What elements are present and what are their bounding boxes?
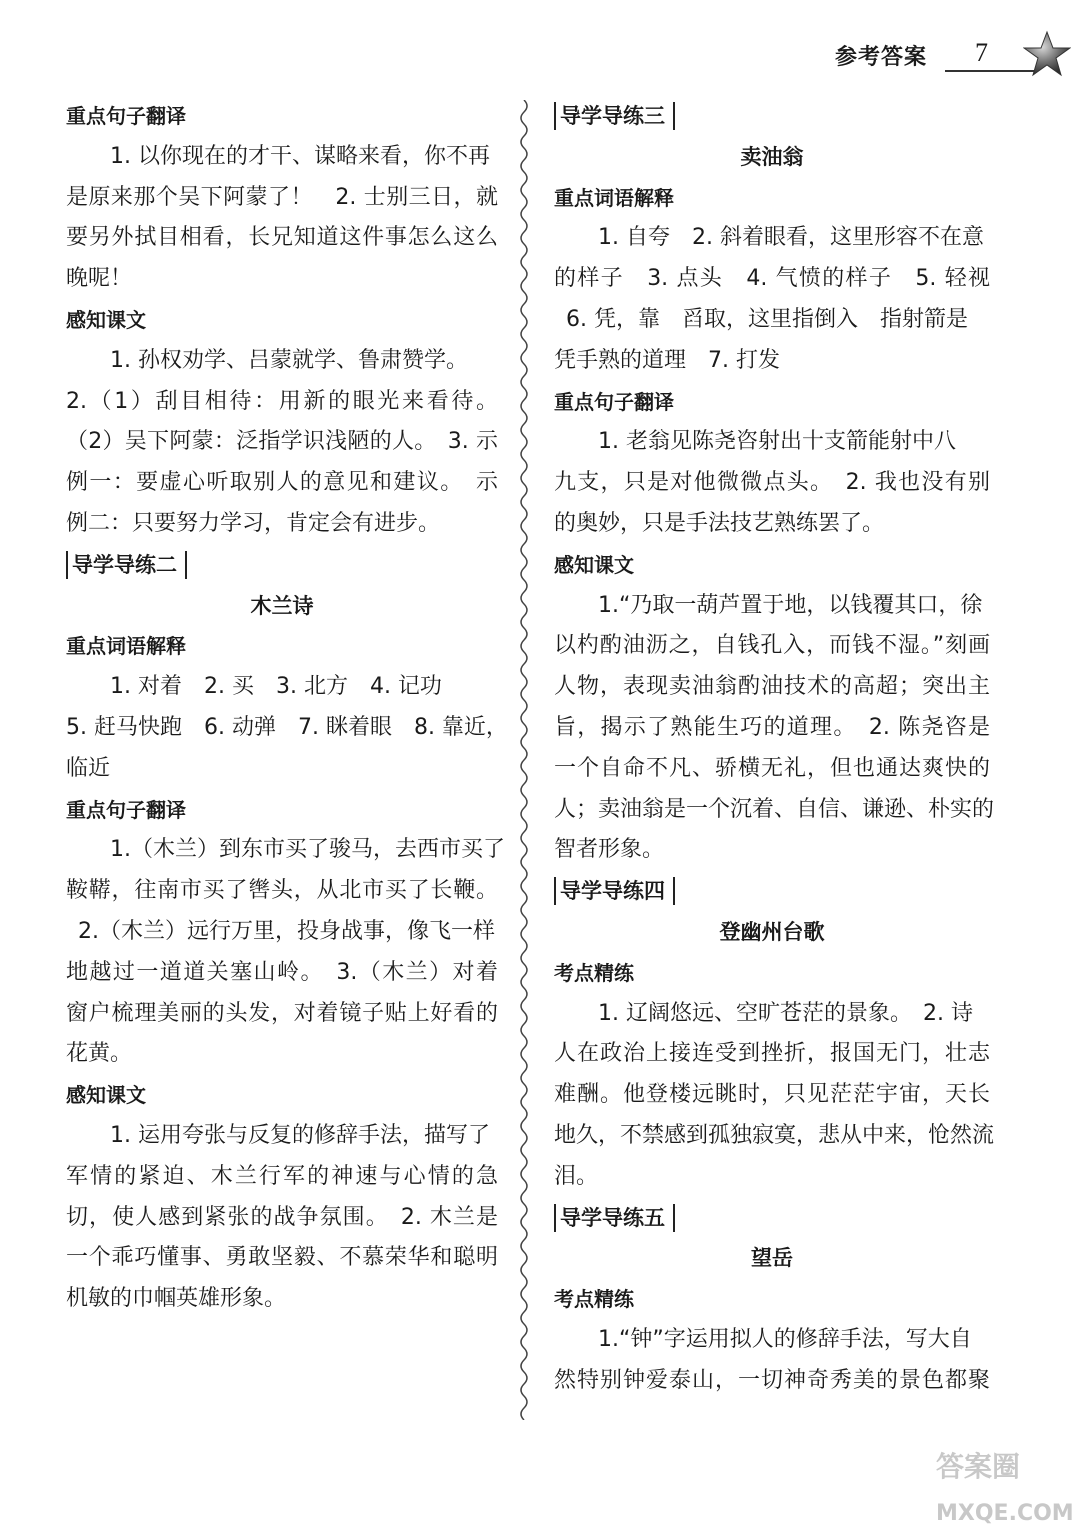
lesson-title: 登幽州台歌 — [719, 919, 825, 944]
text-line: 九支，只是对他微微点头。 2. 我也没有别 — [554, 470, 990, 496]
subheading: 感知课文 — [554, 552, 634, 577]
text-line: 2.（1）刮目相待：用新的眼光来看待。 — [66, 388, 498, 414]
text-line: 2.（木兰）远行万里，投身战事，像飞一样 — [78, 918, 495, 944]
header-title: 参考答案 — [835, 45, 928, 70]
text-line: 泪。 — [554, 1163, 599, 1189]
text-line: 1. 以你现在的才干、谋略来看，你不再 — [110, 143, 490, 169]
text-line: 例二：只要努力学习，肯定会有进步。 — [66, 510, 441, 536]
section-heading-label: 导学导练三 — [554, 102, 675, 130]
lesson-title: 卖油翁 — [740, 144, 804, 169]
watermark-logo — [930, 1440, 1080, 1530]
section-heading — [66, 545, 498, 586]
subheading: 重点词语解释 — [66, 634, 186, 659]
text-line: 6. 凭，靠 舀取，这里指倒入 指射箭是 — [566, 306, 968, 332]
text-line: 智者形象。 — [554, 837, 665, 863]
star-icon — [1023, 30, 1071, 78]
text-line: 机敏的巾帼英雄形象。 — [66, 1286, 287, 1312]
subheading: 考点精练 — [554, 1287, 634, 1312]
text-line: 1. 对着 2. 买 3. 北方 4. 记功 — [110, 674, 442, 700]
text-line: 一个乖巧懂事、勇敢坚毅、不慕荣华和聪明 — [66, 1245, 498, 1271]
text-line: 人；卖油翁是一个沉着、自信、谦逊、朴实的 — [554, 796, 995, 822]
text-line: 1. 老翁见陈尧咨射出十支箭能射中八 — [598, 429, 956, 455]
text-line: 地久，不禁感到孤独寂寞，悲从中来，怆然流 — [554, 1122, 995, 1148]
text-line: 要另外拭目相看，长兄知道这件事怎么这么 — [66, 225, 498, 251]
left-column — [66, 96, 508, 1320]
text-line: 例一：要虚心听取别人的意见和建议。 示 — [66, 470, 498, 496]
text-line: （2）吴下阿蒙：泛指学识浅陋的人。 3. 示 — [66, 429, 498, 455]
header-rule — [945, 70, 1035, 72]
text-line: 军情的紧迫、木兰行军的神速与心情的急 — [66, 1163, 498, 1189]
text-line: 1.“钟”字运用拟人的修辞手法，写大自 — [598, 1326, 972, 1352]
text-line: 切，使人感到紧张的战争氛围。 2. 木兰是 — [66, 1204, 498, 1230]
text-line: 人在政治上接连受到挫折，报国无门，壮志 — [554, 1041, 990, 1067]
text-line: 难酬。他登楼远眺时，只见茫茫宇宙，天长 — [554, 1082, 990, 1108]
text-line: 的样子 3. 点头 4. 气愤的样子 5. 轻视 — [554, 266, 990, 292]
lesson-title: 望岳 — [751, 1246, 793, 1271]
text-line: 临近 — [66, 755, 111, 781]
section-heading — [554, 1198, 990, 1239]
section-heading-label: 导学导练五 — [554, 1204, 675, 1232]
section-heading-label: 导学导练二 — [66, 551, 187, 579]
text-line: 一个自命不凡、骄横无礼，但也通达爽快的 — [554, 755, 990, 781]
text-line: 1. 自夸 2. 斜着眼看，这里形容不在意 — [598, 225, 984, 251]
subheading: 重点句子翻译 — [66, 797, 186, 822]
subheading: 重点词语解释 — [554, 185, 674, 210]
watermark-domain: MXQE.COM — [936, 1501, 1074, 1526]
page-number: 7 — [975, 38, 988, 67]
text-line: 鞍鞯，往南市买了辔头，从北市买了长鞭。 — [66, 878, 498, 904]
text-line: 1. 辽阔悠远、空旷苍茫的景象。 2. 诗 — [598, 1000, 973, 1026]
section-heading — [554, 96, 990, 137]
text-line: 5. 赶马快跑 6. 动弹 7. 眯着眼 8. 靠近， — [66, 714, 508, 740]
lesson-title: 木兰诗 — [250, 593, 314, 618]
text-line: 人物，表现卖油翁酌油技术的高超；突出主 — [554, 674, 990, 700]
right-column — [554, 96, 995, 1402]
subheading: 重点句子翻译 — [554, 389, 674, 414]
text-line: 晚呢！ — [66, 266, 133, 292]
text-line: 花黄。 — [66, 1041, 133, 1067]
subheading: 感知课文 — [66, 307, 146, 332]
text-line: 1.（木兰）到东市买了骏马，去西市买了 — [110, 837, 505, 863]
text-line: 旨，揭示了熟能生巧的道理。 2. 陈尧咨是 — [554, 714, 990, 740]
wavy-divider — [512, 100, 536, 1420]
text-line: 凭手熟的道理 7. 打发 — [554, 347, 780, 373]
text-line: 窗户梳理美丽的头发，对着镜子贴上好看的 — [66, 1000, 498, 1026]
text-line: 1. 孙权劝学、吕蒙就学、鲁肃赞学。 — [110, 347, 468, 373]
text-line: 是原来那个吴下阿蒙了！ 2. 士别三日，就 — [66, 184, 498, 210]
text-line: 以杓酌油沥之，自钱孔入，而钱不湿。”刻画 — [554, 633, 990, 659]
text-line: 然特别钟爱泰山，一切神奇秀美的景色都聚 — [554, 1367, 990, 1393]
page-header — [835, 30, 1075, 80]
watermark-title: 答案圈 — [936, 1450, 1021, 1483]
text-line: 地越过一道道关塞山岭。 3.（木兰）对着 — [66, 959, 498, 985]
text-line: 1.“乃取一葫芦置于地，以钱覆其口，徐 — [598, 592, 983, 618]
subheading: 重点句子翻译 — [66, 104, 186, 128]
section-heading — [554, 871, 990, 912]
section-heading-label: 导学导练四 — [554, 877, 675, 905]
subheading: 考点精练 — [554, 960, 634, 985]
subheading: 感知课文 — [66, 1083, 146, 1108]
text-line: 的奥妙，只是手法技艺熟练罢了。 — [554, 510, 885, 536]
text-line: 1. 运用夸张与反复的修辞手法，描写了 — [110, 1122, 490, 1148]
